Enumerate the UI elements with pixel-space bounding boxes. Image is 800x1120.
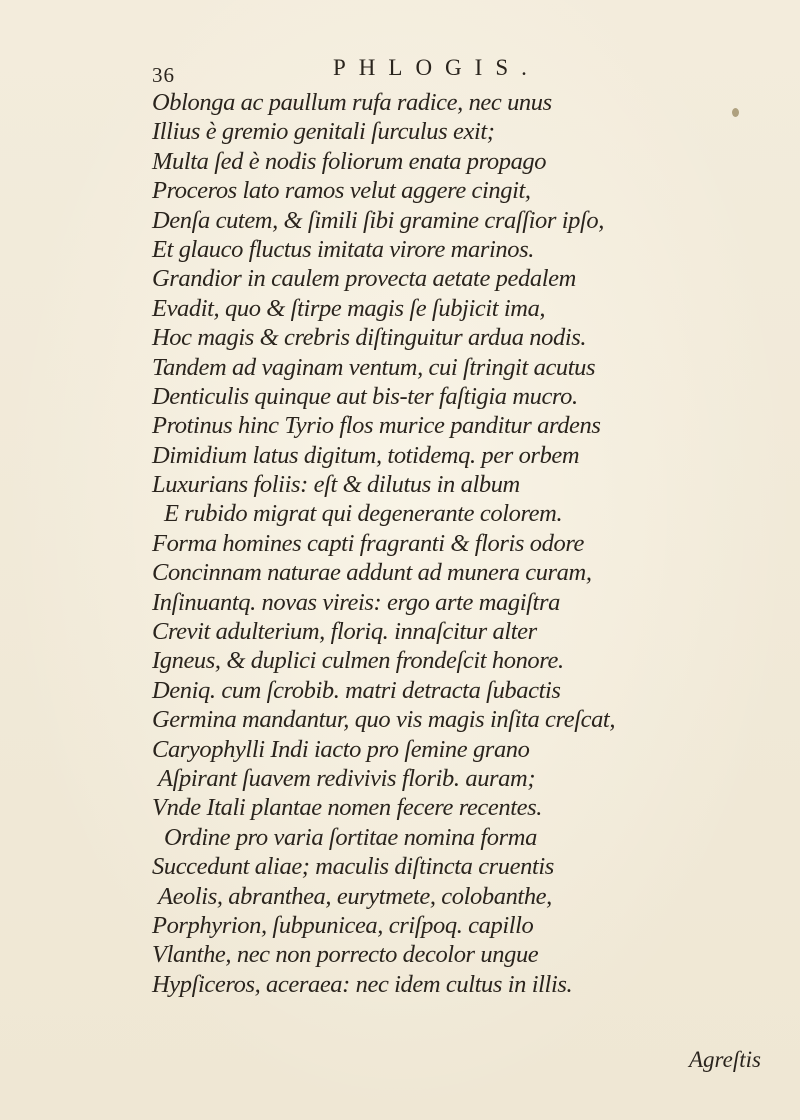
verse-line: E rubido migrat qui degenerante colorem.: [164, 500, 563, 528]
verse-line: Luxurians foliis: eſt & dilutus in album: [152, 471, 520, 499]
verse-line: Igneus, & duplici culmen frondeſcit honore.: [152, 647, 564, 675]
verse-line: Denticulis quinque aut bis-ter faſtigia mucro.: [152, 382, 578, 410]
verse-line: Caryophylli Indi iacto pro ſemine grano: [152, 735, 530, 763]
verse-line: Tandem ad vaginam ventum, cui ſtringit acutus: [152, 353, 596, 381]
verse-line: Deniq. cum ſcrobib. matri detracta ſubactis: [152, 676, 561, 704]
verse-line: Crevit adulterium, floriq. innaſcitur alter: [152, 618, 537, 646]
verse-line: Evadit, quo & ſtirpe magis ſe ſubjicit ima,: [152, 294, 546, 322]
verse-line: Grandior in caulem provecta aetate pedalem: [152, 265, 576, 293]
verse-line: Vnde Itali plantae nomen fecere recentes.: [152, 794, 542, 822]
verse-line: Vlanthe, nec non porrecto decolor ungue: [152, 941, 539, 969]
running-head: PHLOGIS.: [333, 55, 540, 80]
verse-line: Proceros lato ramos velut aggere cingit,: [152, 177, 531, 205]
verse-line: Succedunt aliae; maculis diſtincta cruentis: [152, 853, 554, 881]
verse-line: Ordine pro varia ſortitae nomina forma: [164, 823, 537, 851]
verse-line: Germina mandantur, quo vis magis inſita creſcat,: [152, 706, 616, 734]
verse-line: Hypſiceros, aceraea: nec idem cultus in illis.: [152, 970, 573, 998]
verse-line: Denſa cutem, & ſimili ſibi gramine craſſior ipſo,: [152, 206, 604, 234]
verse-line: Forma homines capti fragranti & floris odore: [152, 529, 585, 557]
verse-line: Protinus hinc Tyrio flos murice panditur ardens: [152, 412, 601, 440]
page-number: 36: [152, 63, 175, 87]
verse-line: Porphyrion, ſubpunicea, criſpoq. capillo: [152, 911, 534, 939]
verse-line: Illius è gremio genitali ſurculus exit;: [152, 118, 495, 146]
verse-line: Concinnam naturae addunt ad munera curam,: [152, 559, 592, 587]
poem-text: [152, 88, 772, 999]
verse-line: Dimidium latus digitum, totidemq. per orbem: [152, 441, 580, 469]
verse-line: Inſinuantq. novas vireis: ergo arte magiſtra: [152, 588, 560, 616]
verse-line: Hoc magis & crebris diſtinguitur ardua nodis.: [152, 324, 587, 352]
verse-line: Multa ſed è nodis foliorum enata propago: [152, 147, 547, 175]
verse-line: Oblonga ac paullum rufa radice, nec unus: [152, 89, 552, 116]
verse-line: Et glauco fluctus imitata virore marinos.: [152, 235, 534, 263]
verse-line: Aeolis, abranthea, eurytmete, colobanthe,: [158, 882, 552, 910]
verse-line: Aſpirant ſuavem redivivis florib. auram;: [158, 764, 536, 792]
catchword: Agreſtis: [689, 1047, 761, 1072]
